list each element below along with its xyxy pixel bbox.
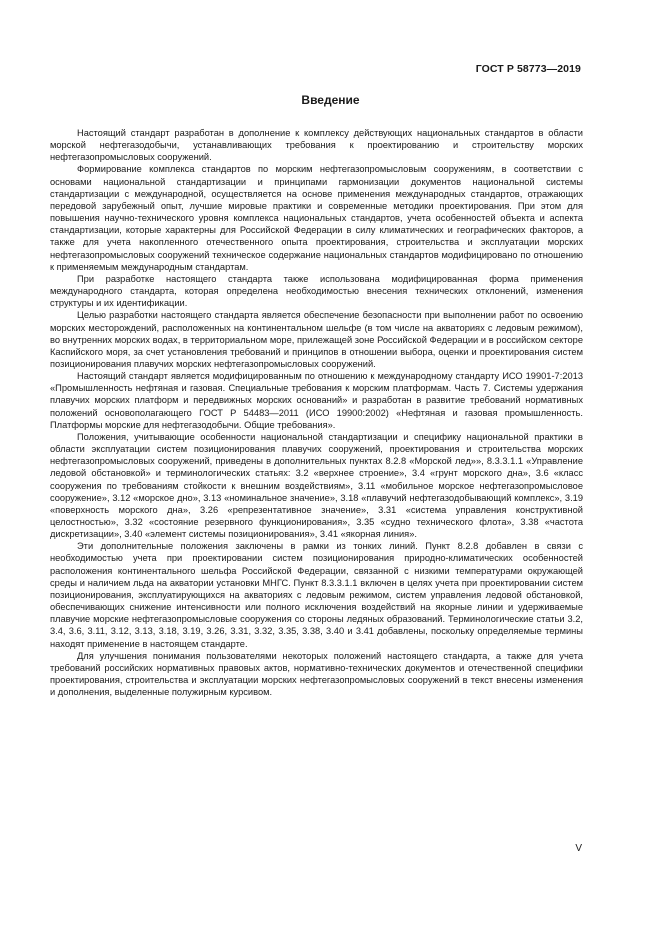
paragraph: Настоящий стандарт разработан в дополнение к комплексу действующих национальных стандартов в области морской нефтегазодобычи, устанавливающих требования к проектированию и строительству морских нефтегазопромысловых сооружений. <box>50 128 583 163</box>
page-number: V <box>575 843 582 854</box>
body-text <box>50 127 583 698</box>
paragraph: Положения, учитывающие особенности национальной стандартизации и специфику национальной практики в области эксплуатации систем позиционирования плавучих сооружений, проектирования и строительства морских нефтегазопромысловых сооружений, приведены в дополнительных пунктах 8.2.8 «Морской лед»», 8.3.3.1.1 «Управление ледовой обстановкой» и терминологических статьях: 3.2 «верхнее строение», 3.4 «грунт морского дна», 3.6 «класс сооружения по требованиям стойкости к внешним воздействиям», 3.11 «мобильное морское нефтегазопромысловое сооружение», 3.12 «морское дно», 3.13 «номинальное значение», 3.18 «плавучий нефтегазодобывающий комплекс», 3.19 «поверхность морского дна», 3.26 «репрезентативное значение», 3.31 «система управления конструктивной целостностью», 3.32 «состояние резервного функционирования», 3.35 «судно технического флота», 3.38 «частота дискретизации», 3.40 «элемент системы позиционирования», 3.41 «якорная линия». <box>50 431 583 540</box>
section-title: Введение <box>301 93 360 107</box>
paragraph: Формирование комплекса стандартов по морским нефтегазопромысловым сооружениям, в соответствии с основами национальной стандартизации и принципами гармонизации документов национальной системы стандартизации с международной, осуществляется на основе применения международных стандартов, отражающих передовой зарубежный опыт, лучшие мировые практики и современные методики проектирования. При этом для повышения научно-технического уровня комплекса национальных стандартов, учета особенностей объекта и аспекта стандартизации, которые характерны для Российской Федерации в силу климатических и географических факторов, а также для учета накопленного отечественного опыта проектирования, строительства и эксплуатации морских нефтегазопромысловых сооружений техническое содержание национальных стандартов модифицировано по отношению к применяемым международным стандартам. <box>50 164 583 272</box>
paragraph: Эти дополнительные положения заключены в рамки из тонких линий. Пункт 8.2.8 добавлен в связи с необходимостью учета при проектировании систем позиционирования природно-климатических особенностей расположения континентального шельфа Российской Федерации, связанной с низкими температурами окружающей среды и наличием льда на акватории установки МНГС. Пункт 8.3.3.1.1 включен в целях учета при проектировании систем позиционирования, эксплуатирующихся на акваториях с ледовым режимом, систем управления ледовой обстановкой, обеспечивающих снижение интенсивности или полного исключения воздействий на якорные линии и удерживаемые плавучие морские нефтегазопромысловые сооружения со стороны ледяных образований. Терминологические статьи 3.2, 3.4, 3.6, 3.11, 3.12, 3.13, 3.18, 3.19, 3.26, 3.31, 3.32, 3.35, 3.38, 3.40 и 3.41 добавлены, поскольку определяемые термины находят применение в настоящем стандарте. <box>50 541 583 649</box>
paragraph: При разработке настоящего стандарта также использована модифицированная форма применения международного стандарта, которая определена необходимостью внесения технических отклонений, изменения структуры и их идентификации. <box>50 273 583 309</box>
paragraph: Настоящий стандарт является модифицированным по отношению к международному стандарту ИСО 19901-7:2013 «Промышленность нефтяная и газовая. Специальные требования к морским платформам. Часть 7. Системы удержания плавучих морских платформ и передвижных морских оснований» и разработан в развитие требований нормативных положений основополагающего ГОСТ Р 54483—2011 (ИСО 19900:2002) «Нефтяная и газовая промышленность. Платформы морские для нефтегазодобычи. Общие требования». <box>50 371 583 430</box>
paragraph: Для улучшения понимания пользователями некоторых положений настоящего стандарта, а также для учета требований российских нормативных правовых актов, нормативно-технических документов и отечественной специфики проектирования, строительства и эксплуатации морских нефтегазопромысловых сооружений в текст внесены изменения и дополнения, выделенные полужирным курсивом. <box>50 650 583 698</box>
paragraph: Целью разработки настоящего стандарта является обеспечение безопасности при выполнении работ по освоению морских месторождений, расположенных на континентальном шельфе (в том числе на акваториях с ледовым режимом), во внутренних морских водах, в территориальном море, прилежащей зоне Российской Федерации и в российском секторе Каспийского моря, за счет установления требований и принципов в отношении выбора, оценки и проектирования систем позиционирования плавучих морских нефтегазопромысловых сооружений. <box>50 310 583 369</box>
document-code: ГОСТ Р 58773—2019 <box>475 63 581 75</box>
